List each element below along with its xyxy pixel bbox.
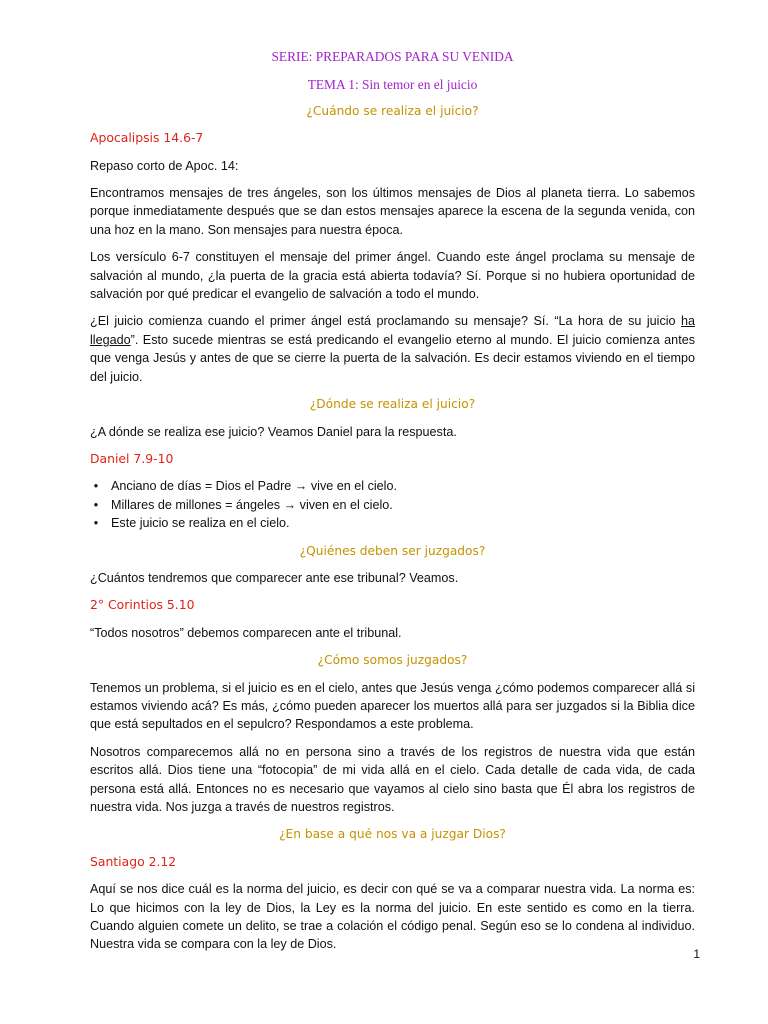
section-heading-how: ¿Cómo somos juzgados? [317,653,468,668]
section-heading-who: ¿Quiénes deben ser juzgados? [299,543,486,558]
underlined-phrase: ha llegado [90,314,695,347]
section-heading-where: ¿Dónde se realiza el juicio? [309,397,476,412]
paragraph-all-of-us: “Todos nosotros” debemos comparecen ante el tribunal. [90,625,402,640]
bullet-icon: • [93,516,99,531]
bullet-icon: • [93,497,99,512]
paragraph-records: Nosotros comparecemos allá no en persona sino a través de los registros de nuestra vida que están escritos allá. Dios tiene una “fotocopia” de mi vida allá en el cielo. Cada detalle de cada vida, de cada persona está allá. Entonces no es necesario que vayamos al cielo sino basta que Él abra los registros de nuestra vida. Nos juzga a través de nuestros registros. [90,744,695,814]
bullet-list [90,477,695,532]
section-heading-basis: ¿En base a qué nos va a juzgar Dios? [279,827,506,842]
topic-title: TEMA 1: Sin temor en el juicio [307,77,478,93]
bible-reference-apocalipsis: Apocalipsis 14.6-7 [90,130,204,146]
list-item [93,514,695,532]
bible-reference-santiago: Santiago 2.12 [90,853,177,869]
page-number: 1 [693,947,700,961]
bible-reference-corintios: 2° Corintios 5.10 [90,597,195,613]
paragraph-judgment-begins [90,312,695,386]
section-heading-when: ¿Cuándo se realiza el juicio? [306,103,479,118]
paragraph-text-after: ”. Esto sucede mientras se está predicando el evangelio eterno al mundo. El juicio comienza antes que venga Jesús y antes de que se cierre la puerta de la salvación. Es decir estamos viviendo en el tiempo del juicio. [90,332,695,384]
bullet-icon: • [93,479,99,494]
bible-reference-daniel: Daniel 7.9-10 [90,450,174,466]
paragraph-text-before: ¿El juicio comienza cuando el primer ángel está proclamando su mensaje? Sí. “La hora de su juicio [90,314,681,329]
list-item [93,496,695,514]
document-body [90,48,695,963]
list-item [93,477,695,495]
series-title: SERIE: PREPARADOS PARA SU VENIDA [271,49,514,64]
paragraph-review: Repaso corto de Apoc. 14: [90,158,239,173]
paragraph-first-angel: Los versículo 6-7 constituyen el mensaje del primer ángel. Cuando este ángel proclama su mensaje de salvación al mundo, ¿la puerta de la gracia está abierta todavía? Sí. Porque si no hubiera oportunidad de salvación por qué predicar el evangelio de salvación a todo el mundo. [90,250,695,302]
paragraph-who-question: ¿Cuántos tendremos que comparecer ante ese tribunal? Veamos. [90,570,459,585]
paragraph-problem: Tenemos un problema, si el juicio es en el cielo, antes que Jesús venga ¿cómo podemos comparecer allá si estamos viviendo acá? Es más, ¿cómo pueden aparecer los muertos allá para ser juzgados si la Biblia dice que está sepultados en el sepulcro? Respondamos a este problema. [90,680,695,732]
list-item-text: Anciano de días = Dios el Padre → vive en el cielo. [111,479,397,494]
list-item-text: Este juicio se realiza en el cielo. [111,516,290,531]
list-item-text: Millares de millones = ángeles → viven en el cielo. [111,497,393,512]
paragraph-where-question: ¿A dónde se realiza ese juicio? Veamos Daniel para la respuesta. [90,424,457,439]
paragraph-three-angels: Encontramos mensajes de tres ángeles, son los últimos mensajes de Dios al planeta tierra. Lo sabemos porque inmediatamente después que se dan estos mensajes aparece la escena de la segunda venida, con una hoz en la mano. Son mensajes para nuestra época. [90,186,695,237]
paragraph-norm: Aquí se nos dice cuál es la norma del juicio, es decir con qué se va a comparar nuestra vida. La norma es: Lo que hicimos con la ley de Dios, la Ley es la norma del juicio. En este sentido es como en la tierra. Cuando alguien comete un delito, se trae a colación el código penal. Según eso se lo condena al individuo. Nuestra vida se compara con la ley de Dios. [90,882,695,952]
